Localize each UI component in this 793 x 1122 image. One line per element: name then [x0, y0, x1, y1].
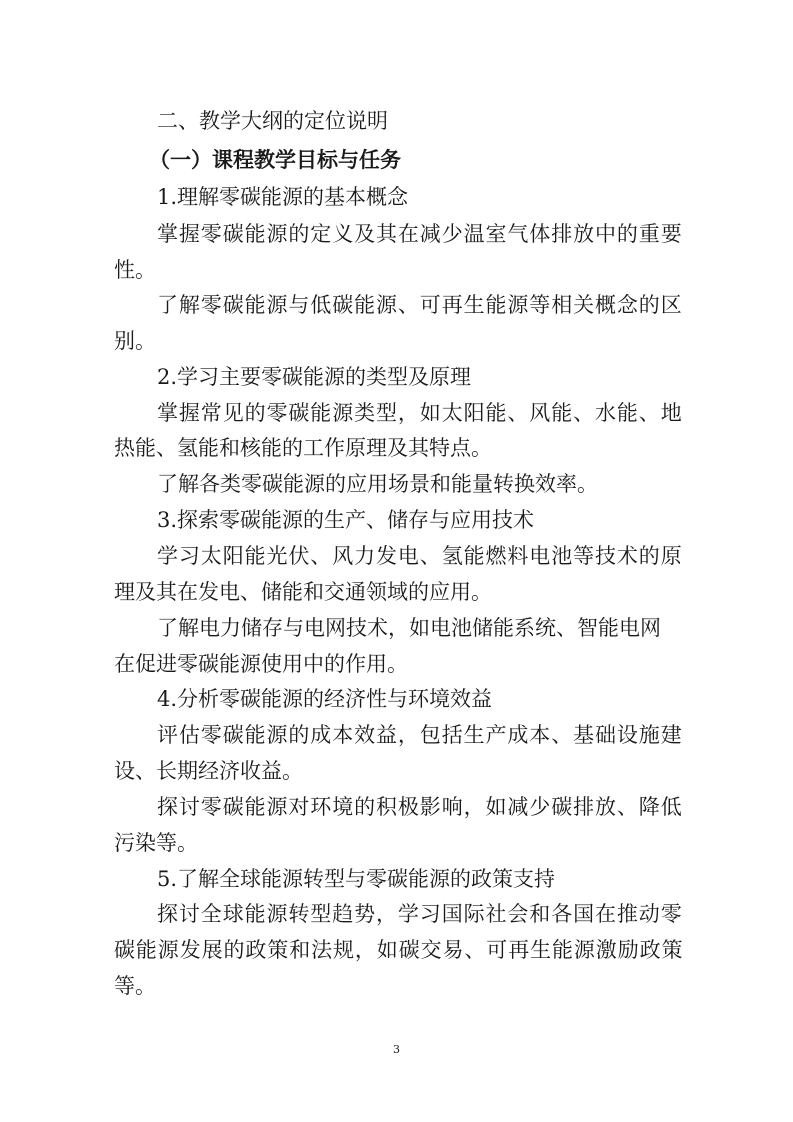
page-number: 3 [393, 1043, 400, 1056]
paragraph-line: 设、长期经济收益。 [114, 759, 303, 783]
paragraph-line: 了解零碳能源与低碳能源、可再生能源等相关概念的区 [157, 293, 683, 317]
paragraph-line: 探讨零碳能源对环境的积极影响，如减少碳排放、降低 [157, 795, 683, 819]
item-title-1: 1.理解零碳能源的基本概念 [157, 185, 409, 209]
paragraph-line: 在促进零碳能源使用中的作用。 [114, 652, 408, 676]
paragraph-line: 了解各类零碳能源的应用场景和能量转换效率。 [157, 472, 598, 496]
paragraph-line: 热能、氢能和核能的工作原理及其特点。 [114, 436, 492, 460]
paragraph-line: 学习太阳能光伏、风力发电、氢能燃料电池等技术的原 [157, 544, 683, 568]
paragraph-line: 探讨全球能源转型趋势，学习国际社会和各国在推动零 [157, 902, 683, 926]
paragraph-line: 性。 [114, 258, 156, 282]
section-heading: 二、教学大纲的定位说明 [157, 109, 388, 133]
paragraph-line: 掌握零碳能源的定义及其在减少温室气体排放中的重要 [157, 222, 683, 246]
subsection-heading: （一）课程教学目标与任务 [149, 148, 401, 172]
paragraph-line: 等。 [114, 974, 156, 998]
paragraph-line: 评估零碳能源的成本效益，包括生产成本、基础设施建 [157, 723, 683, 747]
paragraph-line: 别。 [114, 329, 156, 353]
paragraph-line: 了解电力储存与电网技术，如电池储能系统、智能电网 [157, 616, 661, 640]
item-title-5: 5.了解全球能源转型与零碳能源的政策支持 [157, 867, 556, 891]
item-title-4: 4.分析零碳能源的经济性与环境效益 [157, 687, 493, 711]
item-title-3: 3.探索零碳能源的生产、储存与应用技术 [157, 508, 535, 532]
paragraph-line: 理及其在发电、储能和交通领域的应用。 [114, 580, 492, 604]
paragraph-line: 碳能源发展的政策和法规，如碳交易、可再生能源激励政策 [114, 938, 684, 962]
paragraph-line: 污染等。 [114, 831, 198, 855]
paragraph-line: 掌握常见的零碳能源类型，如太阳能、风能、水能、地 [157, 401, 683, 425]
item-title-2: 2.学习主要零碳能源的类型及原理 [157, 365, 472, 389]
